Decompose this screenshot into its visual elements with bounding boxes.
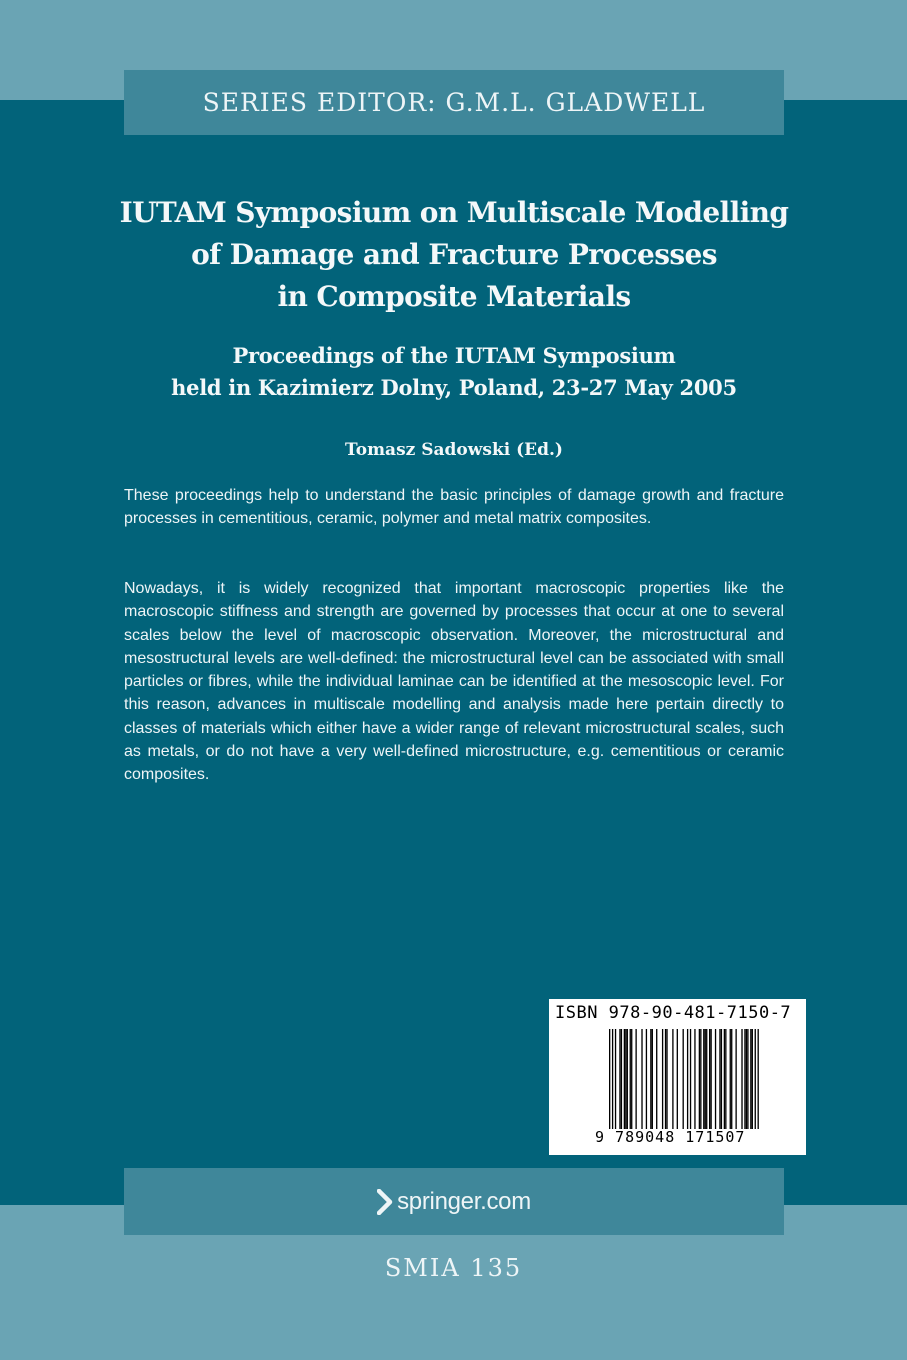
book-title [110, 192, 798, 318]
isbn-barcode-box [549, 999, 806, 1155]
title-line: in Composite Materials [277, 280, 631, 313]
publisher-site: springer.com [397, 1187, 531, 1215]
publisher-banner [124, 1168, 784, 1235]
series-editor-banner: SERIES EDITOR: G.M.L. GLADWELL [124, 70, 784, 135]
subtitle-line: held in Kazimierz Dolny, Poland, 23-27 May 2005 [171, 375, 737, 400]
ean-digits: 9 789048 171507 [595, 1128, 746, 1146]
book-subtitle [110, 340, 798, 404]
chevron-right-icon [377, 1189, 393, 1215]
isbn-label: ISBN 978-90-481-7150-7 [555, 1003, 792, 1023]
description-paragraph: Nowadays, it is widely recognized that important macroscopic properties like the macroscopic stiffness and strength are governed by processes that occur at one to several scales below the level of macroscopic observation. Moreover, the microstructural and mesostructural levels are well-defined: the microstructural level can be associated with small particles or fibres, while the individual laminae can be identified at the mesoscopic level. For this reason, advances in multiscale modelling and analysis made here pertain directly to classes of materials which either have a wider range of relevant microstructural scales, such as metals, or do not have a very well-defined microstructure, e.g. cementitious or ceramic composites. [124, 580, 784, 784]
series-code: SMIA 135 [384, 1254, 523, 1282]
springer-link[interactable] [124, 1168, 784, 1235]
barcode-icon [609, 1029, 759, 1129]
title-line: IUTAM Symposium on Multiscale Modelling [119, 196, 789, 229]
volume-editor: Tomasz Sadowski (Ed.) [345, 440, 563, 460]
subtitle-line: Proceedings of the IUTAM Symposium [232, 343, 676, 368]
title-line: of Damage and Fracture Processes [191, 238, 717, 271]
description-paragraph: These proceedings help to understand the basic principles of damage growth and fracture processes in cementitious, ceramic, polymer and metal matrix composites. [124, 487, 784, 528]
